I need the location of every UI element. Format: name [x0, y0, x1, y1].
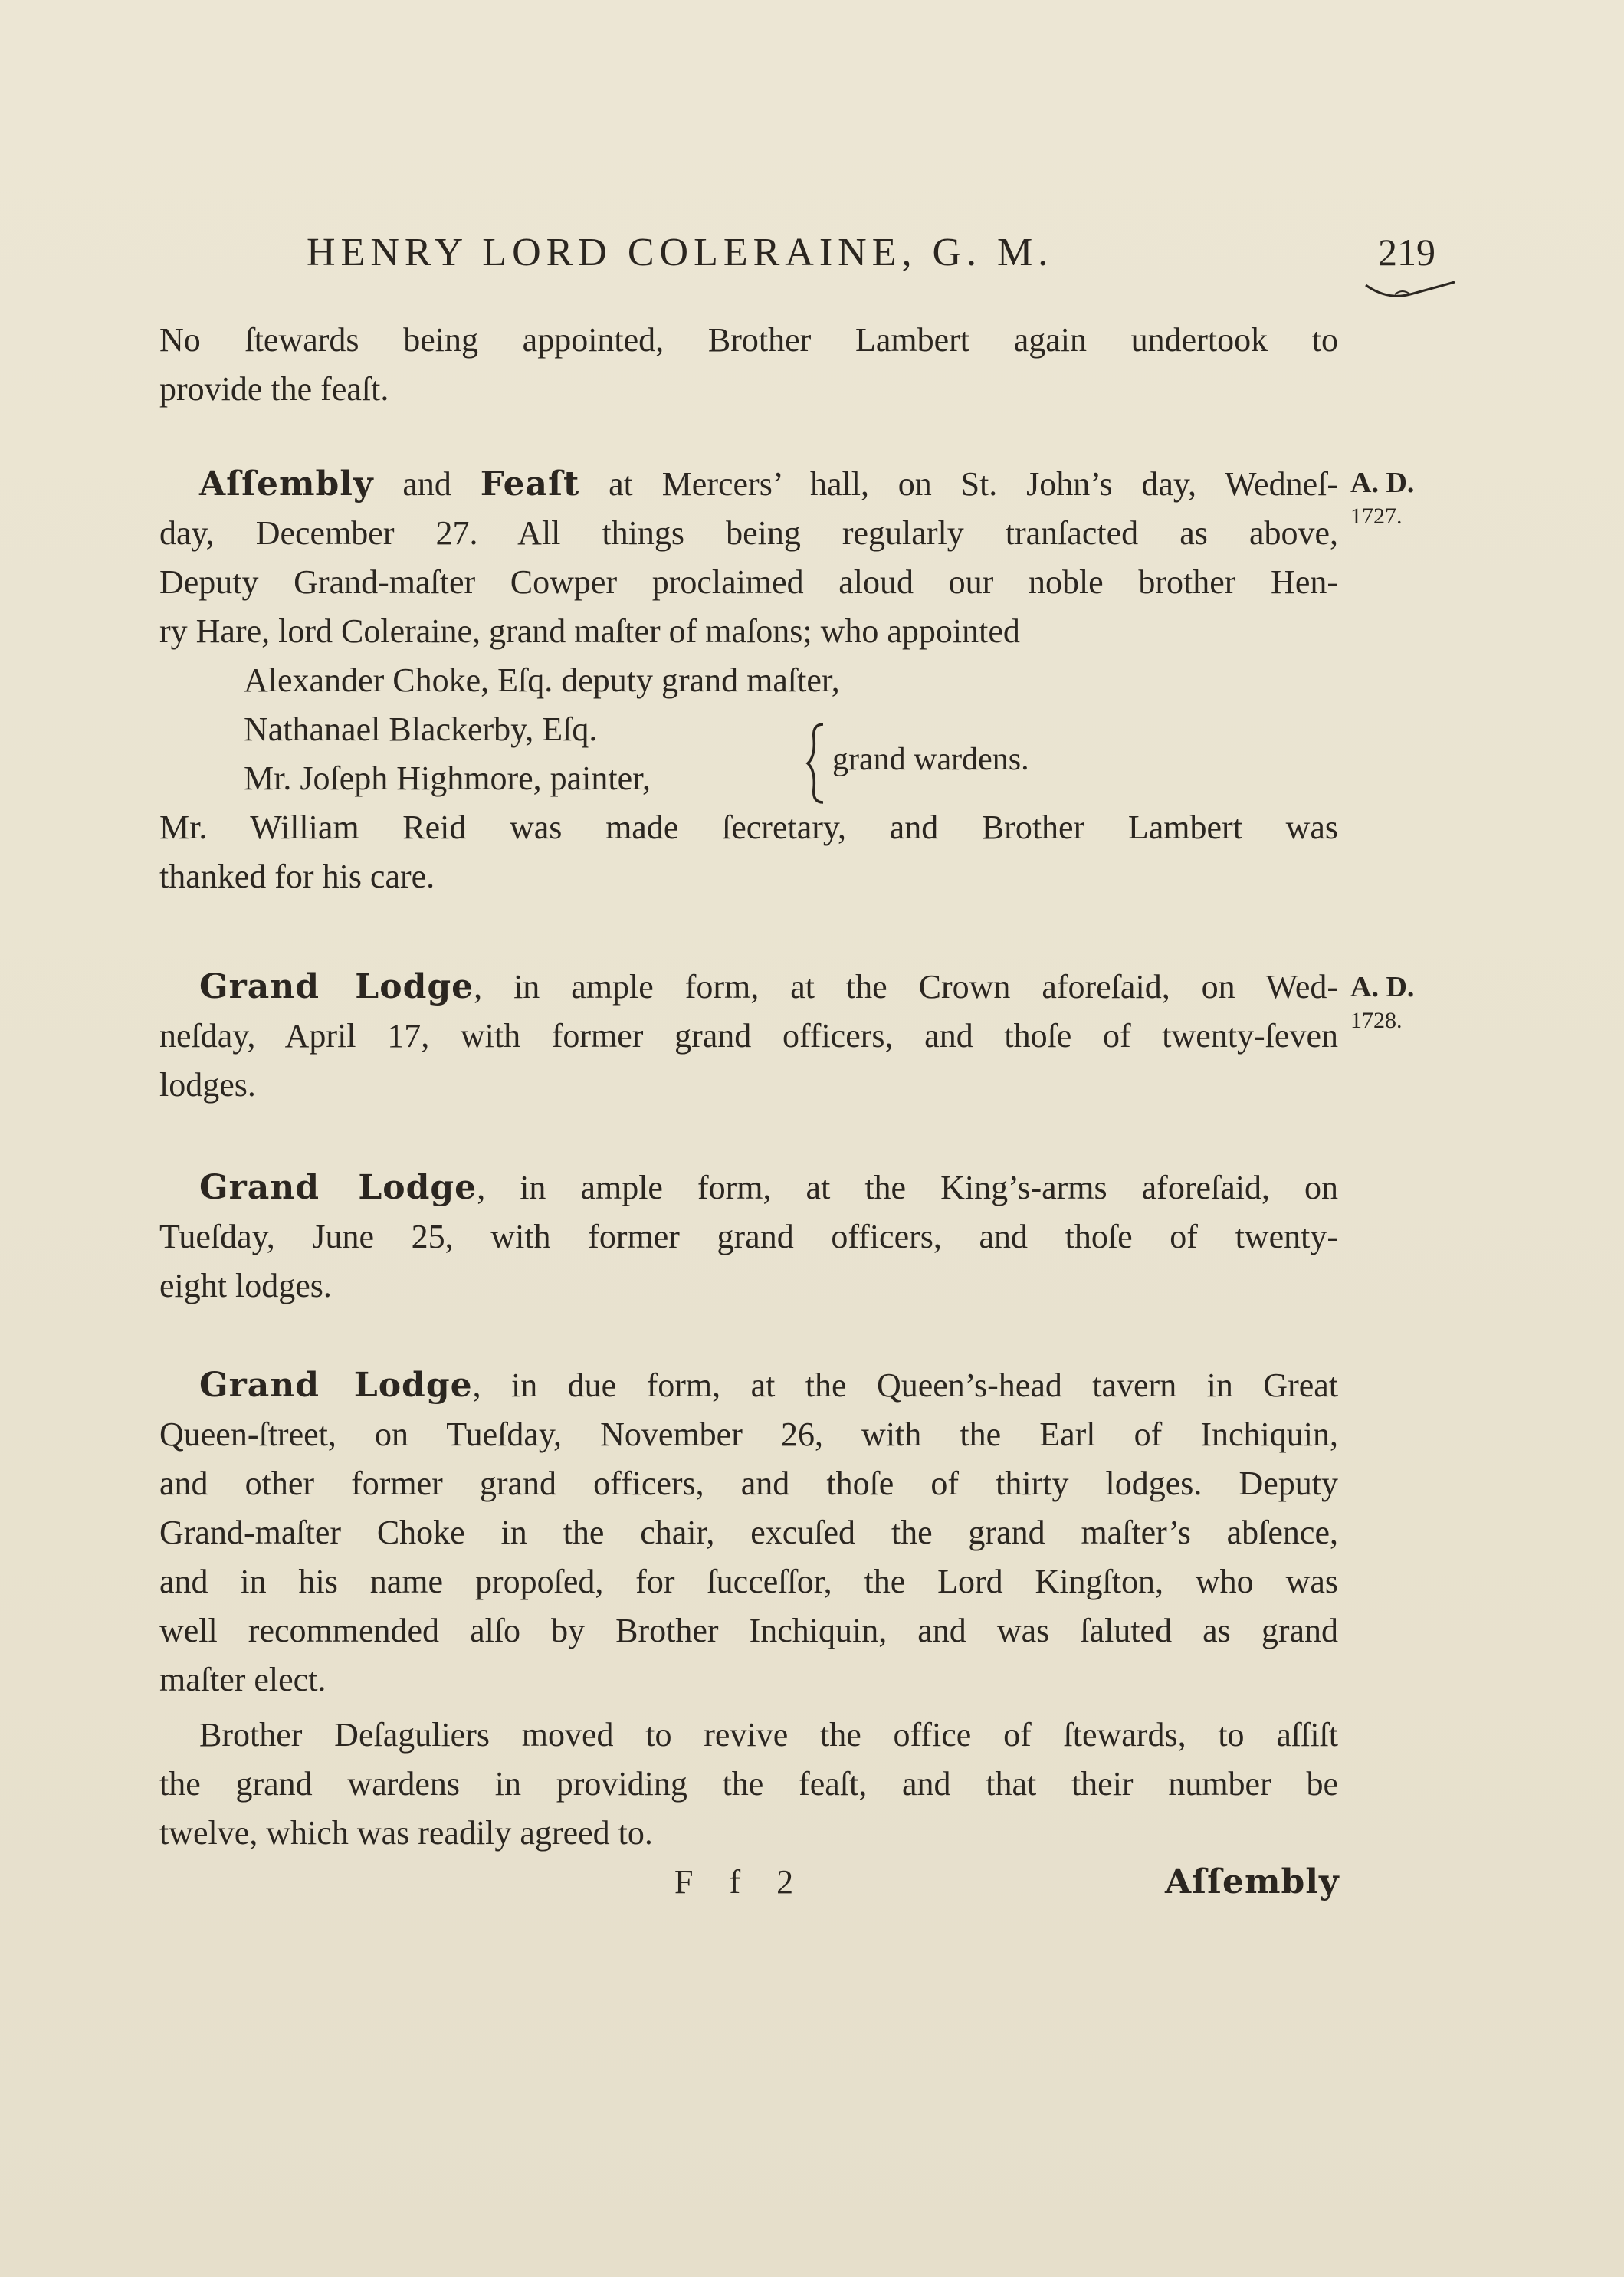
text-line: and other former grand officers, and thoſe of thirty lodges. Deputy — [159, 1465, 1338, 1502]
paragraph-grand-lodge-november — [159, 1361, 1338, 1704]
blackletter-heading: Feaſt — [480, 464, 580, 504]
signature-mark: F f 2 — [674, 1863, 808, 1901]
page-number-flourish-ornament — [1364, 277, 1456, 308]
text-line: the grand wardens in providing the feaſt, and that their number be — [159, 1765, 1338, 1803]
text-line: thanked for his care. — [159, 858, 435, 895]
officer-line: Mr. Joſeph Highmore, painter, — [244, 760, 651, 797]
curly-brace-icon — [805, 721, 828, 805]
text-line: well recommended alſo by Brother Inchiquin, and was ſaluted as grand — [159, 1612, 1338, 1649]
text-line: Grand Lodge, in ample form, at the Crown aforeſaid, on Wed- — [199, 967, 1338, 1006]
grand-wardens-brace-group — [805, 717, 1029, 809]
text-line: provide the feaſt. — [159, 370, 389, 408]
margin-year: 1727. — [1350, 504, 1403, 529]
text-line: twelve, which was readily agreed to. — [159, 1814, 653, 1852]
paragraph-grand-lodge-april — [159, 963, 1338, 1110]
officer-line: Alexander Choke, Eſq. deputy grand maſter, — [244, 661, 840, 699]
text-line: Aſſembly and Feaſt at Mercers’ hall, on St. John’s day, Wedneſ- — [199, 464, 1338, 504]
brace-label: grand wardens. — [832, 742, 1029, 777]
blackletter-heading: Aſſembly — [199, 464, 374, 504]
margin-date-1727 — [1350, 466, 1414, 533]
text-line: No ſtewards being appointed, Brother Lambert again undertook to — [159, 321, 1338, 359]
text-line: Mr. William Reid was made ſecretary, and Brother Lambert was — [159, 809, 1338, 846]
text-line: Grand Lodge, in ample form, at the King’s-arms aforeſaid, on — [199, 1168, 1338, 1207]
margin-year: 1728. — [1350, 1008, 1403, 1033]
margin-ad: A. D. — [1350, 971, 1415, 1003]
blackletter-heading: Grand Lodge — [199, 967, 474, 1006]
text-line: Deputy Grand-maſter Cowper proclaimed aloud our noble brother Hen- — [159, 563, 1338, 601]
text-line: neſday, April 17, with former grand officers, and thoſe of twenty-ſeven — [159, 1017, 1338, 1055]
catchword: Aſſembly — [1165, 1862, 1340, 1901]
text-line: Brother Deſaguliers moved to revive the office of ſtewards, to aſſiſt — [199, 1716, 1338, 1754]
text-line: and in his name propoſed, for ſucceſſor, the Lord Kingſton, who was — [159, 1563, 1338, 1600]
officer-line: Nathanael Blackerby, Eſq. — [244, 710, 598, 748]
text-line: maſter elect. — [159, 1661, 326, 1698]
paragraph-stewards — [159, 316, 1338, 414]
text-line: ry Hare, lord Coleraine, grand maſter of maſons; who appointed — [159, 612, 1020, 650]
text-line: day, December 27. All things being regularly tranſacted as above, — [159, 514, 1338, 552]
margin-date-1728 — [1350, 970, 1414, 1038]
text-line: eight lodges. — [159, 1267, 332, 1304]
paragraph-assembly-1727 — [159, 460, 1338, 901]
margin-ad: A. D. — [1350, 467, 1415, 499]
text-line: lodges. — [159, 1066, 256, 1104]
paragraph-stewards-revived — [159, 1711, 1338, 1858]
text-line: Queen-ſtreet, on Tueſday, November 26, with the Earl of Inchiquin, — [159, 1416, 1338, 1453]
text-line: Tueſday, June 25, with former grand officers, and thoſe of twenty- — [159, 1218, 1338, 1255]
page-number: 219 — [1378, 231, 1435, 274]
blackletter-heading: Grand Lodge — [199, 1366, 473, 1405]
text-line: Grand-maſter Choke in the chair, excuſed the grand maſter’s abſence, — [159, 1514, 1338, 1551]
running-head: HENRY LORD COLERAINE, G. M. — [307, 231, 1054, 274]
text-line: Grand Lodge, in due form, at the Queen’s-head tavern in Great — [199, 1366, 1338, 1405]
paragraph-grand-lodge-june — [159, 1163, 1338, 1311]
blackletter-heading: Grand Lodge — [199, 1168, 477, 1207]
